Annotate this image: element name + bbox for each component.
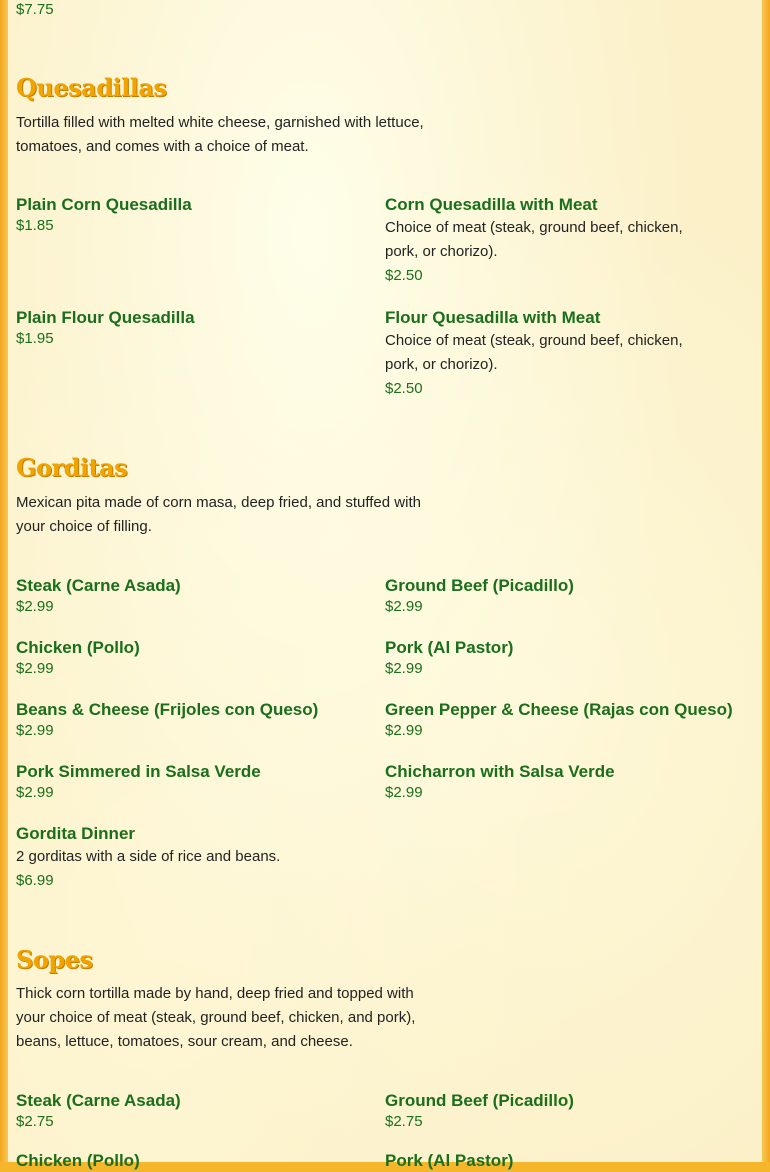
item-price: $7.75: [16, 1, 54, 18]
item-name: Plain Corn Quesadilla: [16, 195, 192, 214]
item-price: $2.99: [16, 784, 54, 801]
section-title-quesadillas: Quesadillas: [16, 73, 167, 102]
item-price: $2.50: [385, 267, 423, 284]
section-title-gorditas: Gorditas: [16, 453, 128, 482]
item-name: Pork (Al Pastor): [385, 638, 514, 657]
item-name: Steak (Carne Asada): [16, 1091, 181, 1110]
item-name: Gordita Dinner: [16, 824, 136, 843]
item-name: Flour Quesadilla with Meat: [385, 308, 601, 327]
section-title-sopes: Sopes: [16, 945, 93, 974]
item-price: $2.99: [385, 660, 423, 677]
section-description: Tortilla filled with melted white cheese, garnished with lettuce, tomatoes, and comes with a choice of meat.: [16, 114, 424, 155]
item-price: $6.99: [16, 872, 54, 889]
item-name: Plain Flour Quesadilla: [16, 308, 195, 327]
menu-item: [16, 307, 195, 349]
item-name: Pork (Al Pastor): [385, 1151, 514, 1170]
menu-item: [385, 1090, 574, 1132]
item-name: Corn Quesadilla with Meat: [385, 195, 598, 214]
item-price: $2.99: [16, 722, 54, 739]
item-price: $2.75: [16, 1113, 54, 1130]
item-price: $2.75: [385, 1113, 423, 1130]
item-name: Green Pepper & Cheese (Rajas con Queso): [385, 700, 733, 719]
menu-item: [16, 699, 318, 741]
item-price: $2.99: [385, 784, 423, 801]
item-name: Chicharron with Salsa Verde: [385, 762, 615, 781]
menu-item: [16, 1090, 181, 1132]
item-name: Beans & Cheese (Frijoles con Queso): [16, 700, 319, 719]
menu-item: [385, 194, 683, 286]
left-frame-border: [0, 0, 8, 1162]
item-name: Ground Beef (Picadillo): [385, 576, 574, 595]
item-price: $2.99: [16, 660, 54, 677]
item-name: Chicken (Pollo): [16, 1151, 140, 1170]
menu-item: [16, 575, 181, 617]
item-description: Choice of meat (steak, ground beef, chicken, pork, or chorizo).: [385, 332, 683, 373]
menu-item: [16, 823, 280, 891]
item-price: $2.99: [385, 722, 423, 739]
menu-item: [385, 1150, 513, 1172]
item-description: 2 gorditas with a side of rice and beans.: [16, 848, 281, 865]
item-price: $2.50: [385, 380, 423, 397]
item-price: $1.85: [16, 217, 54, 234]
section-description: Thick corn tortilla made by hand, deep fried and topped with your choice of meat (steak, ground beef, chicken, and pork), beans, lettuce, tomatoes, sour cream, and cheese.: [16, 985, 416, 1050]
menu-item: [385, 307, 683, 399]
item-name: Ground Beef (Picadillo): [385, 1091, 574, 1110]
item-name: Steak (Carne Asada): [16, 576, 181, 595]
item-price: $2.99: [385, 598, 423, 615]
menu-item: [16, 1150, 140, 1172]
menu-item: [385, 761, 615, 803]
menu-item: [385, 637, 513, 679]
right-frame-border: [762, 0, 770, 1162]
item-price: $1.95: [16, 330, 54, 347]
menu-item: [385, 575, 574, 617]
item-description: Choice of meat (steak, ground beef, chicken, pork, or chorizo).: [385, 219, 683, 260]
item-price: $2.99: [16, 598, 54, 615]
menu-item: [16, 761, 261, 803]
item-name: Pork Simmered in Salsa Verde: [16, 762, 261, 781]
item-name: Chicken (Pollo): [16, 638, 140, 657]
menu-item: [16, 637, 140, 679]
section-description: Mexican pita made of corn masa, deep fried, and stuffed with your choice of filling.: [16, 494, 421, 535]
menu-page: [8, 0, 762, 1170]
menu-item: [385, 699, 733, 741]
menu-item: [16, 194, 192, 236]
